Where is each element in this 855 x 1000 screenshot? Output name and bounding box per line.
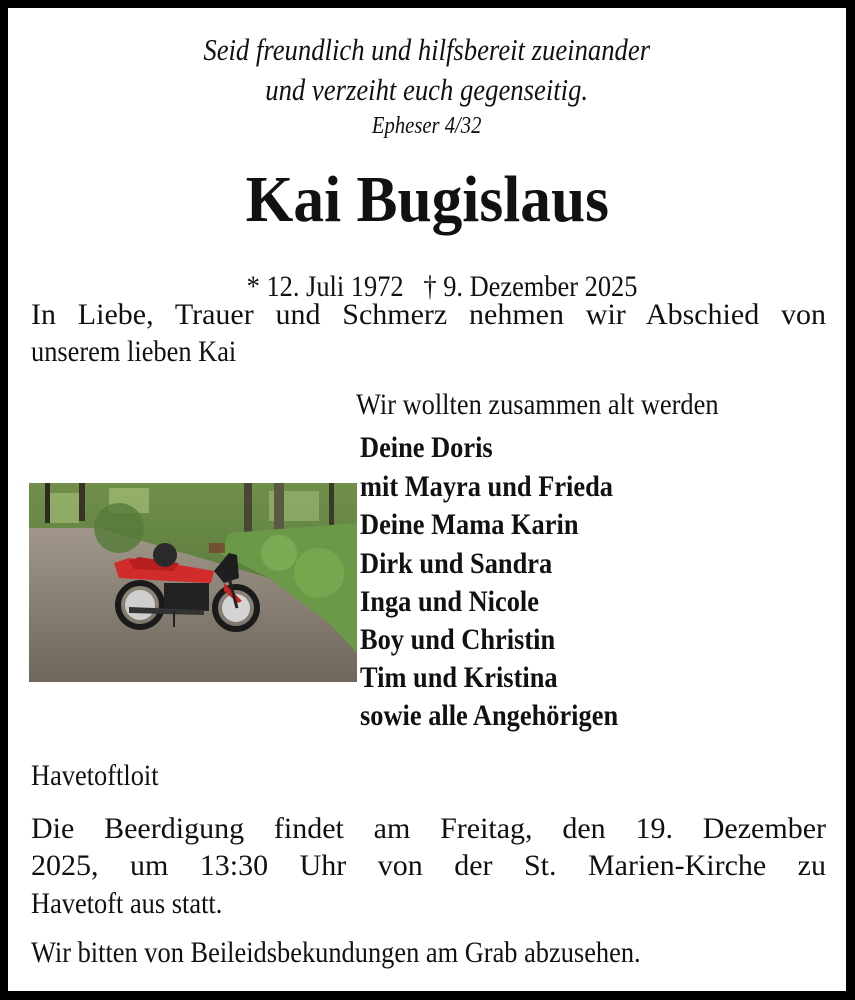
verse-reference: Epheser 4/32 bbox=[372, 113, 482, 139]
intro-line-1: In Liebe, Trauer und Schmerz nehmen wir Abschied von bbox=[31, 298, 826, 331]
funeral-line-2: 2025, um 13:30 Uhr von der St. Marien-Kirche zu bbox=[31, 849, 826, 882]
verse-line-1: Seid freundlich und hilfsbereit zueinander bbox=[203, 32, 651, 67]
intro-line-2: unserem lieben Kai bbox=[31, 335, 237, 368]
motto: Wir wollten zusammen alt werden bbox=[356, 388, 719, 421]
life-dates: * 12. Juli 1972 † 9. Dezember 2025 bbox=[246, 270, 638, 303]
closing-note: Wir bitten von Beileidsbekundungen am Grab abzusehen. bbox=[31, 936, 641, 969]
obituary-notice bbox=[8, 8, 846, 991]
motorcycle-photo bbox=[29, 483, 357, 682]
funeral-line-1: Die Beerdigung findet am Freitag, den 19. Dezember bbox=[31, 812, 826, 845]
mourner-line: Inga und Nicole bbox=[360, 585, 539, 618]
mourner-line: Deine Doris bbox=[360, 431, 493, 464]
deceased-name: Kai Bugislaus bbox=[245, 163, 609, 236]
mourner-line: sowie alle Angehörigen bbox=[360, 699, 619, 732]
mourner-line: Deine Mama Karin bbox=[360, 508, 579, 541]
mourner-line: Boy und Christin bbox=[360, 623, 556, 656]
funeral-line-3: Havetoft aus statt. bbox=[31, 887, 223, 920]
mourner-line: mit Mayra und Frieda bbox=[360, 470, 613, 503]
mourner-line: Tim und Kristina bbox=[360, 661, 558, 694]
mourner-line: Dirk und Sandra bbox=[360, 547, 553, 580]
motorcycle-image bbox=[29, 483, 357, 682]
verse-line-2: und verzeiht euch gegenseitig. bbox=[265, 72, 589, 107]
location: Havetoftloit bbox=[31, 759, 159, 792]
